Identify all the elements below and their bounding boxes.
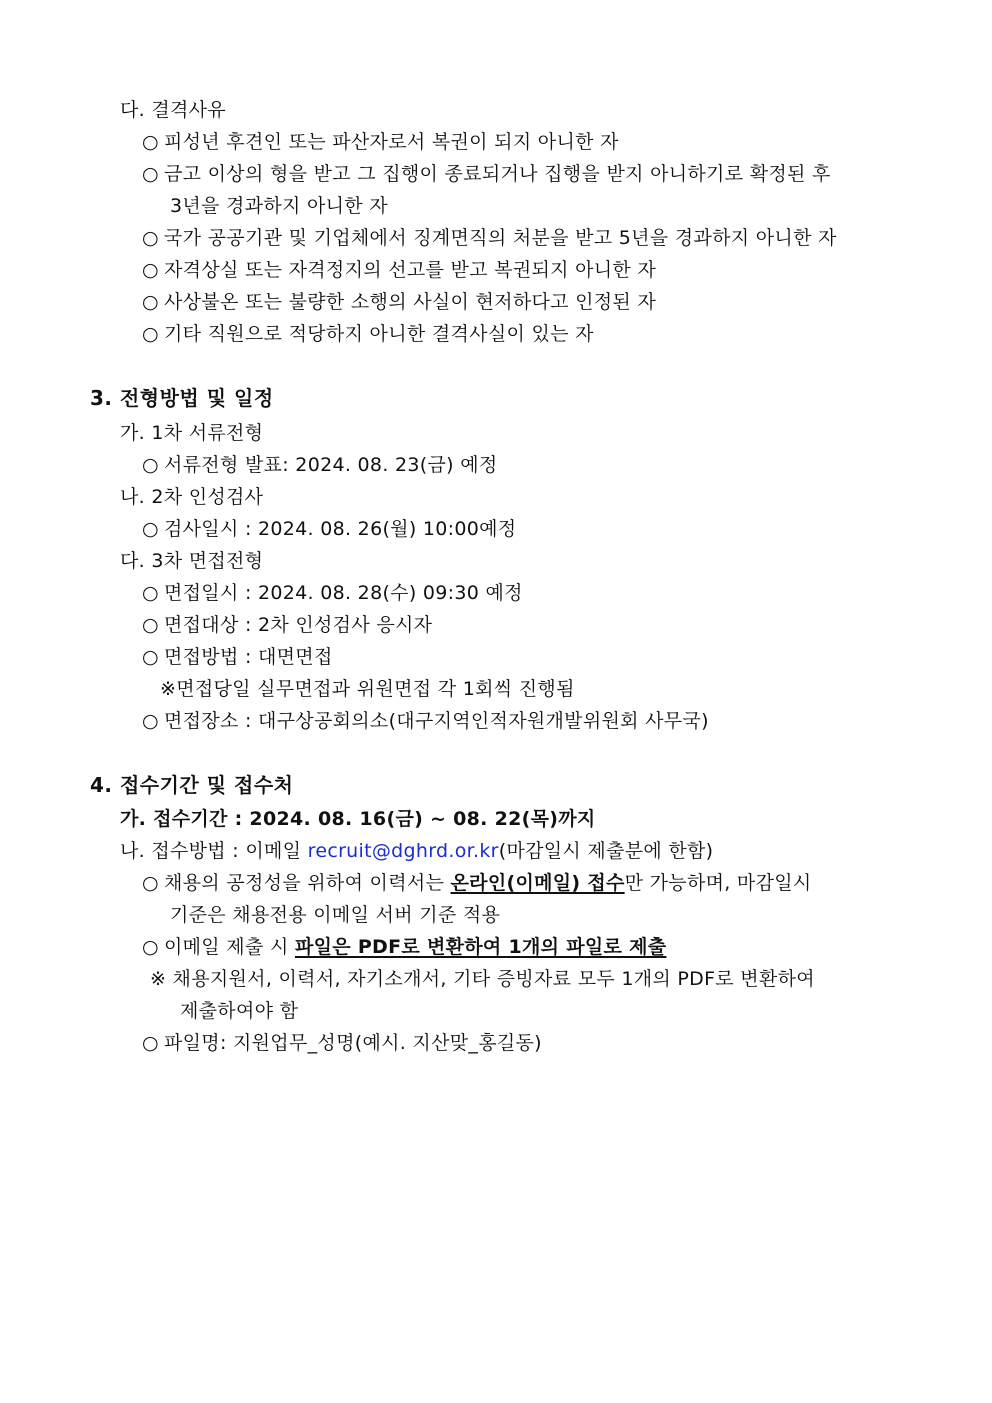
list-item (142, 453, 498, 477)
list-item (142, 645, 333, 669)
email-link[interactable]: recruit@dghrd.or.kr (307, 840, 499, 862)
bullet-icon: ○ (142, 454, 159, 476)
bullet-icon: ○ (142, 291, 159, 313)
item-text: 이메일 제출 시 (164, 936, 295, 958)
bullet-icon: ○ (142, 131, 159, 153)
item-text: 사상불온 또는 불량한 소행의 사실이 현저하다고 인정된 자 (164, 291, 657, 313)
application-method (120, 839, 713, 863)
bullet-icon: ○ (142, 323, 159, 345)
application-period: 가. 접수기간 : 2024. 08. 16(금) ~ 08. 22(목)까지 (120, 808, 596, 830)
item-text: 기타 직원으로 적당하지 아니한 결격사실이 있는 자 (164, 323, 594, 345)
bullet-icon: ○ (142, 582, 159, 604)
list-item (142, 322, 594, 346)
pdf-emphasis: 파일은 PDF로 변환하여 1개의 파일로 제출 (294, 936, 667, 958)
item-text: 금고 이상의 형을 받고 그 집행이 종료되거나 집행을 받지 아니하기로 확정된 후 (164, 163, 831, 185)
item-text: 서류전형 발표: 2024. 08. 23(금) 예정 (164, 454, 498, 476)
bullet-icon: ○ (142, 259, 159, 281)
item-continuation: 3년을 경과하지 아니한 자 (170, 195, 388, 217)
bullet-icon: ○ (142, 518, 159, 540)
list-item (142, 517, 516, 541)
list-item (142, 1031, 542, 1055)
online-only-emphasis: 온라인(이메일) 접수 (450, 872, 625, 894)
section4-heading: 4. 접수기간 및 접수처 (90, 773, 294, 797)
item-text: 면접대상 : 2차 인성검사 응시자 (164, 614, 433, 636)
item-text: 파일명: 지원업무_성명(예시. 지산맞_홍길동) (164, 1032, 542, 1054)
list-item (142, 162, 831, 186)
list-item (142, 130, 619, 154)
stage3-title: 다. 3차 면접전형 (120, 550, 264, 572)
item-text: 채용의 공정성을 위하여 이력서는 (164, 872, 451, 894)
bullet-icon: ○ (142, 710, 159, 732)
stage1-title: 가. 1차 서류전형 (120, 422, 264, 444)
list-item (142, 290, 656, 314)
list-item (142, 226, 837, 250)
item-text: 피성년 후견인 또는 파산자로서 복권이 되지 아니한 자 (164, 131, 619, 153)
item-text: 자격상실 또는 자격정지의 선고를 받고 복권되지 아니한 자 (164, 259, 657, 281)
list-item (142, 613, 432, 637)
list-item (142, 258, 656, 282)
bullet-icon: ○ (142, 936, 159, 958)
item-continuation: 기준은 채용전용 이메일 서버 기준 적용 (170, 904, 501, 926)
list-item (142, 871, 812, 895)
item-text: 면접방법 : 대면면접 (164, 646, 333, 668)
list-item (142, 709, 709, 733)
bullet-icon: ○ (142, 1032, 159, 1054)
stage2-title: 나. 2차 인성검사 (120, 486, 264, 508)
section3-heading: 3. 전형방법 및 일정 (90, 386, 274, 410)
bullet-icon: ○ (142, 163, 159, 185)
submission-note-cont: 제출하여야 함 (180, 1000, 299, 1022)
bullet-icon: ○ (142, 872, 159, 894)
method-suffix: (마감일시 제출분에 한함) (498, 840, 714, 862)
method-prefix: 나. 접수방법 : 이메일 (120, 840, 308, 862)
bullet-icon: ○ (142, 646, 159, 668)
item-text: 면접장소 : 대구상공회의소(대구지역인적자원개발위원회 사무국) (164, 710, 709, 732)
interview-note: ※면접당일 실무면접과 위원면접 각 1회씩 진행됨 (160, 678, 575, 700)
bullet-icon: ○ (142, 614, 159, 636)
list-item (142, 581, 523, 605)
item-text: 검사일시 : 2024. 08. 26(월) 10:00예정 (164, 518, 517, 540)
disqualification-title: 다. 결격사유 (120, 99, 226, 121)
item-text: 만 가능하며, 마감일시 (624, 872, 812, 894)
submission-note: ※ 채용지원서, 이력서, 자기소개서, 기타 증빙자료 모두 1개의 PDF로 변환하여 (150, 968, 815, 990)
item-text: 국가 공공기관 및 기업체에서 징계면직의 처분을 받고 5년을 경과하지 아니한 자 (164, 227, 837, 249)
list-item (142, 935, 666, 959)
item-text: 면접일시 : 2024. 08. 28(수) 09:30 예정 (164, 582, 523, 604)
bullet-icon: ○ (142, 227, 159, 249)
